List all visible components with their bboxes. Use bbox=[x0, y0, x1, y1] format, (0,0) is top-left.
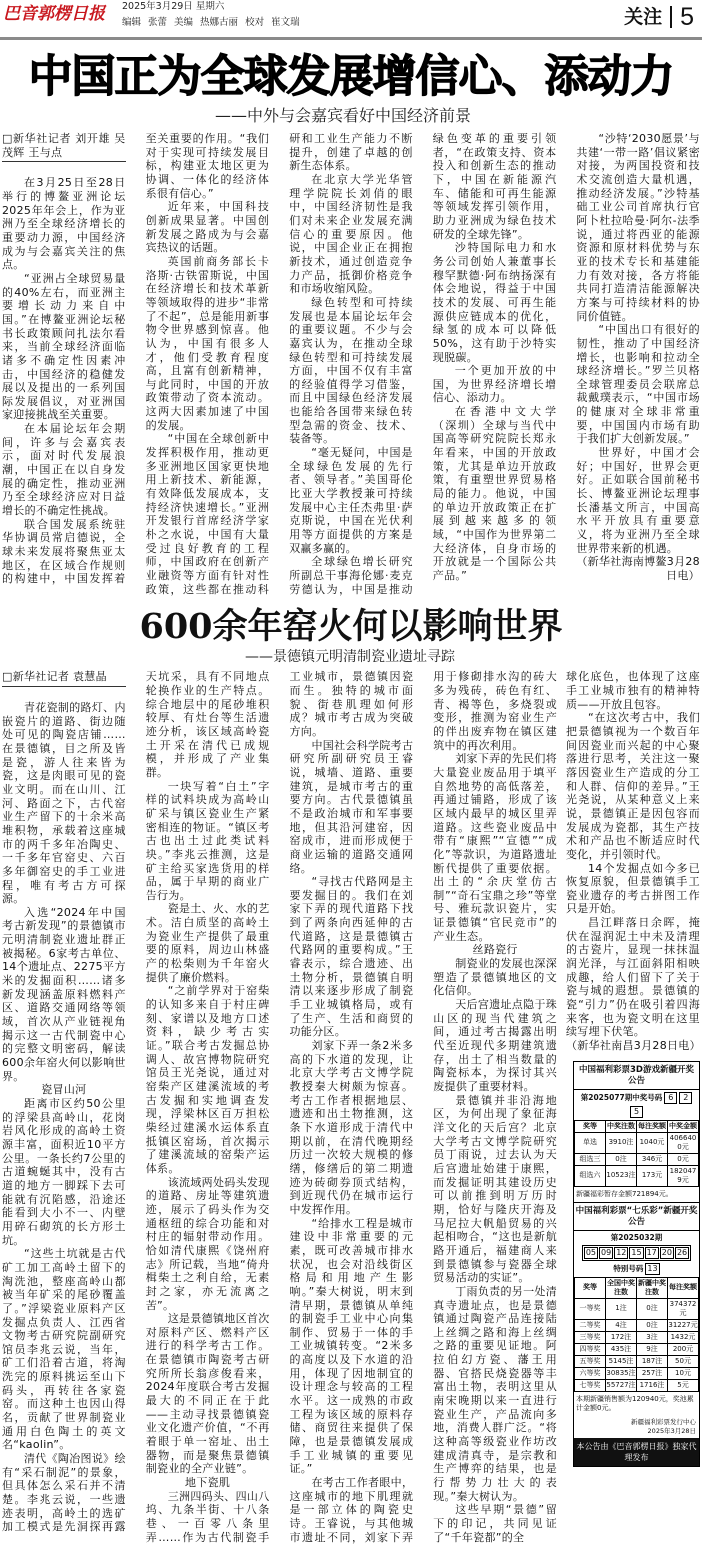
table-cell: 374372元 bbox=[668, 1298, 699, 1319]
paragraph: 一个更加开放的中国，为世界经济增长增信心、添动力。 bbox=[432, 364, 557, 405]
section-label bbox=[624, 3, 694, 31]
table-cell: 172注 bbox=[606, 1331, 637, 1343]
article2-byline: □新华社记者 袁慧晶 bbox=[2, 670, 126, 687]
page-number: 5 bbox=[680, 3, 694, 31]
table-cell: 30835注 bbox=[606, 1367, 637, 1379]
paragraph: 入选“2024年中国考古新发现”的景德镇市元明清制瓷业遗址群正被揭秘。6家考古单位、14个遗址点、2275平方米的发掘面积……诸多新发现涵盖原料燃料产区、道路交通网络等领域，首次从产业链视角揭示这一古代制瓷中心的完整文明密码，解读600余年窑火何以影响世界。 bbox=[2, 905, 126, 1083]
lottery-qlc-title: 中国福利彩票“七乐彩”新疆开奖公告 bbox=[574, 1203, 699, 1231]
winning-number: 12 bbox=[616, 1247, 627, 1257]
table-header-row bbox=[575, 1120, 699, 1132]
column-header: 奖等 bbox=[575, 1277, 606, 1298]
paragraph: 14个发掘点如今多已恢复原貌，但景德镇手工瓷业遗存的考古拼图工作只是开始。 bbox=[566, 861, 700, 916]
paragraph: “沙特‘2030愿景’与共建‘一带一路’倡议紧密对接，为两国投资和技术交流创造大量机遇，推动经济发展。”沙特基础工业公司首席执行官阿卜杜拉哈曼·阿尔-法季说，通过将西亚的能源资源和原材料优势与东亚的技术专长和基建能力有效对接，各方将能共同打造清洁能源解决方案与可持续材料的协同价值链。 bbox=[576, 132, 700, 323]
table-cell: 173元 bbox=[637, 1165, 668, 1186]
winning-number: 15 bbox=[631, 1247, 642, 1257]
table-cell: 200元 bbox=[668, 1343, 699, 1355]
section-subhead: 瓷冒山河 bbox=[41, 1083, 87, 1097]
table-row bbox=[575, 1343, 699, 1355]
masthead-logo: 巴音郭楞日报 bbox=[3, 4, 105, 24]
paragraph: 距离市区约50公里的浮梁县高岭山，花岗岩风化形成的高岭土资源丰富，面积近10平方公里。一条长约7公里的古道蜿蜒其中，没有古道的地方一脚踩下去可能就有沉陷感，沿途还能看到大小不一、内壁用碎石砌筑的长方形土坑。 bbox=[2, 1097, 126, 1247]
winning-number: 6 bbox=[664, 1092, 677, 1104]
section-subhead: 丝路瓷行 bbox=[472, 943, 518, 957]
table-row bbox=[575, 1367, 699, 1379]
section-name: 关注 bbox=[624, 6, 663, 28]
lottery-3d-title: 中国福利彩票3D游戏新疆开奖公告 bbox=[574, 1062, 699, 1090]
article2-headline: 600余年窑火何以影响世界 bbox=[139, 606, 563, 648]
table-cell: 31227元 bbox=[668, 1319, 699, 1331]
section-subhead: 地下瓷肌 bbox=[185, 1476, 231, 1490]
issuer-name: 新疆福利彩票发行中心 bbox=[631, 1417, 696, 1426]
article2-area bbox=[0, 670, 702, 1544]
table-cell: 1716注 bbox=[637, 1379, 668, 1391]
paragraph: 沙特国际电力和水务公司创始人兼董事长穆罕默德·阿布纳扬深有体会地说，得益于中国技术的发展、可再生能源供应链成本的优化，绿氢的成本可以降低50%，这有助于沙特实现脱碳。 bbox=[432, 241, 557, 364]
table-cell: 0注 bbox=[637, 1319, 668, 1331]
paragraph: 瓷是土、火、水的艺术。洁白质坚的高岭土为瓷业生产提供了最重要的原料，周边山林盛产的松柴则为千年窑火提供了廉价燃料。 bbox=[145, 902, 270, 984]
paragraph: 一块写着“白土”字样的试料块成为高岭山矿采与镇区瓷业生产紧密相连的物证。“镇区考古也出土过此类试料块。”李兆云推测，这是矿主给买家选货用的样品，属于早期的商业广告行为。 bbox=[145, 779, 270, 902]
article2-dateline: （新华社南昌3月28日电） bbox=[566, 1039, 701, 1053]
paragraph: 在北京大学光华管理学院院长刘俏的眼中，中国经济韧性是我们对未来企业发展充满信心的重要原因。他说，中国企业正在拥抱新技术，通过创造竞争力产品，抵御价格竞争和市场收缩风险。 bbox=[289, 172, 413, 296]
column-header: 中奖金额 bbox=[668, 1120, 699, 1132]
table-cell: 六等奖 bbox=[575, 1367, 606, 1379]
article1-subtitle: ——中外与会嘉宾看好中国经济前景 bbox=[215, 106, 472, 125]
table-row bbox=[575, 1298, 699, 1319]
paragraph: “给排水工程是城市建设中非常重要的元素，既可改善城市排水状况，也会对沿线街区格局和用地产生影响。”秦大树说，明末到清早期，景德镇从单纯的制瓷手工业中心向集制作、贸易于一体的手工业城镇转变。“2米多的高度以及下水道的沿用，体现了因地制宜的设计理念与较高的工程水平。这一成熟的市政工程为该区域的原料存储、商贸往来提供了保障，也是景德镇发展成手工业城镇的重要见证。” bbox=[289, 1216, 414, 1476]
paragraph: “之前学界对于窑柴的认知多来自于村庄碑刻、家谱以及地方口述资料，缺少考古实证。”联合考古发掘总协调人、故宫博物院研究馆员王光尧说，通过对窑柴产区建溪流域的考古发掘和实地调查发现，浮梁林区百万担松柴经过建溪水运体系直抵镇区窑场，首次揭示了建溪流域的窑柴产运体系。 bbox=[145, 984, 270, 1175]
table-cell: 0元 bbox=[668, 1153, 699, 1165]
table-cell: 435注 bbox=[606, 1343, 637, 1355]
column-header: 中奖注数 bbox=[606, 1120, 637, 1132]
table-row bbox=[575, 1355, 699, 1367]
paragraph: 中国社会科学院考古研究所副研究员王睿说，城墙、道路、重要建筑，是城市考古的重要方向。古代景德镇虽不是政治城市和军事要地，但其沿河建窑，因窑成市，进而形成便于商业运输的道路交通网络。 bbox=[289, 738, 414, 875]
editor-credits: 编辑 张蕾 美编 热娜古丽 校对 崔文瑞 bbox=[122, 17, 300, 28]
issue-date: 2025年3月29日 星期六 bbox=[122, 1, 225, 12]
table-cell: 3注 bbox=[637, 1331, 668, 1343]
table-cell: 50元 bbox=[668, 1355, 699, 1367]
paragraph: “中国在全球创新中发挥积极作用，推动更多亚洲地区国家更快地用上新技术、新能源，有效降低发展成本，支持经济快速增长。”亚洲开发银行首席经济学家朴之水说，中国有大量受过良好教育的工程师，中国政府在创新产业融资等方面有针对性政策，这些都在推动科研和工业生产能力不断提升，创建了卓越的创新生态体系。 bbox=[145, 132, 413, 596]
table-cell: 一等奖 bbox=[575, 1298, 606, 1319]
table-cell: 1注 bbox=[606, 1298, 637, 1319]
lottery-issuer bbox=[574, 1416, 699, 1438]
paragraph: 近年来，中国科技创新成果显著。中国创新发展之路成为与会嘉宾热议的话题。 bbox=[145, 200, 270, 255]
paragraph: 联合国发展系统驻华协调员常启德说，全球未来发展将聚焦亚太地区，在区域合作规则的构建中，中国发挥着至关重要的作用。“我们对于实现可持续发展目标，构建亚太地区更为协调、一体化的经济体系很有信心。” bbox=[2, 132, 270, 586]
table-header-row bbox=[575, 1277, 699, 1298]
paragraph: 天后宫遗址点隐于珠山区的现当代建筑之间，通过考古揭露出明代至近现代多期建筑遗存，出土了相当数量的陶瓷标本，为探讨其兴废提供了重要材料。 bbox=[433, 998, 557, 1093]
paragraph: 三洲四码头、四山八坞、九条半街、十八条巷、一百零八条里弄……作为古代制瓷手工业城市，景德镇因瓷而生。独特的城市面貌、街巷肌理如何形成？城市考古成为突破方向。 bbox=[145, 670, 414, 1544]
table-cell: 3910注 bbox=[606, 1132, 637, 1153]
paragraph: 这是景德镇地区首次对原料产区、燃料产区进行的科学考古工作。在景德镇市陶瓷考古研究所所长翁彦俊看来，2024年度联合考古发掘最大的不同正在于此——主动寻找景德镇瓷业文化遗产价值，“不再着眼于单一窑址、出土器物，而是聚焦景德镇制瓷业的全产业链”。 bbox=[145, 1312, 270, 1476]
lottery-3d-issue bbox=[574, 1090, 699, 1120]
table-cell: 1820479元 bbox=[668, 1165, 699, 1186]
table-cell: 10523注 bbox=[606, 1165, 637, 1186]
header-rule bbox=[0, 37, 702, 40]
table-cell: 组选六 bbox=[575, 1165, 606, 1186]
paragraph: “寻找古代路网是主要发掘目的。我们在刘家下弄的现代道路下找到了两条向西延伸的古代道路，这是景德镇古代路网的重要构成。”王睿表示，综合遗迹、出土物分析，景德镇自明清以来逐步形成了制瓷手工业城镇格局，或有了生产、生活和商贸的功能分区。 bbox=[289, 875, 414, 1039]
page-header bbox=[0, 0, 702, 37]
table-row bbox=[575, 1132, 699, 1153]
paragraph: 刘家下弄一条2米多高的下水道的发现，让北京大学考古文博学院教授秦大树颇为惊喜。考古工作者根据地层、遗迹和出土物推测，这条下水道形成于清代中期以前，在清代晚期经历过一次较大规模的修缮，修缮后的第二期遗迹为砖砌券顶式结构，到近现代仍在城市运行中发挥作用。 bbox=[289, 1039, 414, 1216]
table-row bbox=[575, 1165, 699, 1186]
paragraph: 在本届论坛年会期间，许多与会嘉宾表示，面对时代发展浪潮，中国正在以自身发展的确定性，推动亚洲乃至全球经济应对日益增长的不确定性挑战。 bbox=[2, 422, 126, 518]
table-cell: 55727注 bbox=[606, 1379, 637, 1391]
winning-number: 5 bbox=[630, 1106, 643, 1118]
winning-number: 17 bbox=[646, 1247, 657, 1257]
paragraph: 英国前商务部长卡洛斯·古铁雷斯说，中国在经济增长和技术革新等领域取得的进步“非常了不起”，总是能用新事物令世界感到惊喜。他认为，中国有很多人才，他们受教育程度高，且富有创新精神，与此同时，中国的开放政策带动了资本流动。这两大因素加速了中国的发展。 bbox=[145, 254, 270, 432]
special-number: 13 bbox=[647, 1263, 658, 1273]
table-cell: 0注 bbox=[637, 1298, 668, 1319]
paragraph: “毫无疑问，中国是全球绿色发展的先行者、领导者。”美国哥伦比亚大学教授兼可持续发展中心主任杰弗里·萨克斯说，中国在光伏利用等方面提供的方案是双赢多赢的。 bbox=[289, 446, 413, 555]
winning-number: 09 bbox=[601, 1247, 612, 1257]
paragraph: “这些土坑就是古代矿工加工高岭土留下的淘洗池，整座高岭山都被当年矿采的尾砂覆盖了。”浮梁瓷业原料产区发掘点负责人、江西省文物考古研究院副研究馆员李兆云说，当年，矿工们沿着古道，将淘洗完的原料挑运至山下码头，再转往各家瓷窑。而这种土也因山得名，贡献了世界制瓷业通用白色陶土的英文名“kaolin”。 bbox=[2, 1247, 126, 1452]
table-row bbox=[575, 1379, 699, 1391]
table-cell: 1040元 bbox=[637, 1132, 668, 1153]
paragraph: 青花瓷制的路灯、内嵌瓷片的道路、街边随处可见的陶瓷店铺……在景德镇，目之所及皆是瓷，游人往来皆为瓷，这是肉眼可见的瓷业文明。而在山川、江河、路面之下，古代窑业生产留下的十余米高堆积物，承载着这座城市的两千多年冶陶史、一千多年官窑史、六百多年御窑史的手工业进程，唯有考古方可探源。 bbox=[2, 700, 126, 906]
paragraph: 景德镇并非沿海地区，为何出现了象征海洋文化的天后宫？北京大学考古文博学院研究员丁雨说，过去认为天后宫遗址始建于康熙，而发掘证明其建设历史可以前推到明万历时期，恰好与隆庆开海及马尼拉大帆船贸易的兴起相吻合，“这也是新航路开通后，福建商人来到景德镇参与瓷器全球贸易活动的实证”。 bbox=[433, 1093, 557, 1285]
lottery-announcement bbox=[573, 1061, 700, 1467]
lottery-footer: 本公告由《巴音郭楞日报》独家代理发布 bbox=[574, 1438, 699, 1466]
table-cell: 三等奖 bbox=[575, 1331, 606, 1343]
lottery-3d-pool: 新疆福彩暂存金额721894元。 bbox=[574, 1187, 699, 1203]
table-cell: 187注 bbox=[637, 1355, 668, 1367]
paragraph: “中国出口有很好的韧性，推动了中国经济增长，也影响和拉动全球经济增长。”罗兰贝格全球管理委员会联席总裁戴璞表示，“中国市场的健康对全球非常重要，中国国内市场有助于我们扩大创新发展。” bbox=[576, 323, 700, 446]
article2-subtitle: ——景德镇元明清制瓷业遗址寻踪 bbox=[245, 649, 455, 666]
paragraph: 清代《陶冶图说》绘有“采石制泥”的景象，但具体怎么采石并不清楚。李兆云说，一些遗迹表明，高岭土的选矿加工模式是先洞探再露天坑采，具有不同地点轮换作业的生产特点。综合地层中的尾砂堆积较厚、有灶台等生活遗迹分析，该区域高岭瓷土开采在清代已成规模，并形成了产业集群。 bbox=[2, 670, 270, 1534]
table-cell: 四等奖 bbox=[575, 1343, 606, 1355]
column-header: 每注奖额 bbox=[668, 1277, 699, 1298]
special-label: 特别号码 bbox=[613, 1263, 644, 1273]
lottery-qlc-table bbox=[574, 1277, 699, 1392]
winning-number: 2 bbox=[679, 1092, 692, 1104]
issue-label: 第2025032期 bbox=[610, 1232, 663, 1242]
table-cell: 七等奖 bbox=[575, 1379, 606, 1391]
winning-number: 26 bbox=[676, 1247, 688, 1257]
column-header: 新疆中奖注数 bbox=[637, 1277, 668, 1298]
paragraph: “亚洲占全球贸易量的40%左右，而亚洲主要增长动力来自中国。”在博鳌亚洲论坛秘书长政策顾问扎法尔看来，当前全球经济面临诸多不确定性因素冲击，中国经济的稳健发展以及提出的一系列国际发展倡议，对亚洲国家迎接挑战至关重要。 bbox=[2, 271, 126, 422]
article2-body bbox=[2, 670, 557, 1544]
lottery-3d-table bbox=[574, 1120, 699, 1187]
divider bbox=[670, 6, 672, 28]
lottery-qlc-pool: 本期新疆销售额为120940元，奖池累计金额0元。 bbox=[576, 1394, 694, 1412]
lottery-qlc-issue bbox=[574, 1231, 699, 1277]
right-column bbox=[566, 670, 700, 1466]
paragraph: 在考古工作者眼中，这座城市的地下肌理就是一部立体的陶瓷史诗。王睿说，与其他城市遗址不同，刘家下弄用于修砌排水沟的砖大多为残砖，砖色有红、青、褐等色，多烧裂或变形，推测为窑业生产的伴出废弃物在镇区建筑中的再次利用。 bbox=[289, 670, 557, 1544]
table-row bbox=[575, 1319, 699, 1331]
paragraph: 刘家下弄的先民们将大量瓷业废品用于填平自然地势的高低落差，再通过铺路，形成了该区域内最早的城区里弄道路。这些瓷业废品中带有“康熙”“宣德”“成化”等款识，为道路遗址断代提供了重要依据。出土的“余庆堂仿古制”“奇石宝鼎之珍”等堂号、雅玩款识瓷片，实证景德镇“官民竞市”的产业生态。 bbox=[433, 752, 557, 943]
article1-headline: 中国正为全球发展增信心、添动力 bbox=[28, 51, 674, 102]
table-cell: 4注 bbox=[606, 1319, 637, 1331]
paragraph: 在3月25日至28日举行的博鳌亚洲论坛2025年年会上，作为亚洲乃至全球经济增长的重要动力源，中国经济成为与会嘉宾关注的焦点。 bbox=[2, 176, 126, 272]
table-cell: 组选三 bbox=[575, 1153, 606, 1165]
paragraph: 球化底色，也体现了这座手工业城市独有的精神特质——开放且包容。 bbox=[566, 670, 700, 711]
paragraph: 该流域两处码头发现的道路、房址等建筑遗迹，展示了码头作为交通枢纽的综合功能和对村庄的辐射带动作用。恰如清代康熙《饶州府志》所记载，当地“倚舟楫柴土之利自给，无素封之家，亦无流离之苦”。 bbox=[145, 1175, 270, 1312]
paragraph: 在香港中文大学（深圳）全球与当代中国高等研究院院长郑永年看来，中国的开放政策，尤其是单边开放政策，有重塑世界贸易格局的能力。他说，中国的单边开放政策正在扩展到越来越多的领域，“中国作为世界第二大经济体，自身市场的开放就是一个国际公共产品。” bbox=[432, 405, 557, 582]
table-cell: 单选 bbox=[575, 1132, 606, 1153]
issuer-date: 2025年3月28日 bbox=[647, 1426, 696, 1435]
paragraph: 全球绿色增长研究所副总干事海伦娜·麦克劳德认为，中国是推动绿色变革的重要引领者，“在政策支持、资本投入和创新生态的推动下，中国在新能源汽车、储能和可再生能源等领域发挥引领作用，助力亚洲成为绿色技术研发的全球先锋”。 bbox=[289, 132, 557, 596]
table-cell: 5元 bbox=[668, 1379, 699, 1391]
table-cell: 五等奖 bbox=[575, 1355, 606, 1367]
winning-number: 20 bbox=[661, 1247, 672, 1257]
paragraph: 制瓷业的发展也深深塑造了景德镇地区的文化信仰。 bbox=[433, 957, 557, 998]
article2-last-column bbox=[566, 670, 700, 1052]
paragraph: 昌江畔落日余晖，掩伏在湿润泥土中未及清理的古瓷片，显现一抹抹温润光泽，与江面斜阳相映成趣，给人们留下了关于瓷与城的遐想。景德镇的瓷“引力”仍在吸引着四海来客，也为瓷文明在这里续写埋下伏笔。 bbox=[566, 916, 700, 1039]
table-cell: 10元 bbox=[668, 1367, 699, 1379]
winning-numbers-box bbox=[582, 1245, 691, 1261]
column-header: 奖等 bbox=[575, 1120, 606, 1132]
column-header: 每注奖额 bbox=[637, 1120, 668, 1132]
table-cell: 0注 bbox=[606, 1153, 637, 1165]
paragraph: 丁雨负责的另一处清真寺遗址点，也是景德镇通过陶瓷产品连接陆上丝绸之路和海上丝绸之路的重要见证地。阿拉伯幻方瓷、藩王用器、官搭民烧瓷器等丰富出土物，表明这里从南宋晚期以来一直进行瓷业生产，产品流向多地，消费人群广泛。“将这种高等级瓷业作坊改建成清真寺，是宗教和生产博弈的结果，也是行帮势力壮大的表现。”秦大树认为。 bbox=[433, 1284, 557, 1503]
table-cell: 9注 bbox=[637, 1343, 668, 1355]
paragraph: 世界好，中国才会好；中国好，世界会更好。正如联合国前秘书长、博鳌亚洲论坛理事长潘基文所言，中国高水平开放具有重要意义，将为亚洲乃至全球世界带来新的机遇。 bbox=[576, 446, 700, 555]
table-cell: 二等奖 bbox=[575, 1319, 606, 1331]
issue-label: 第2025077期中奖号码 bbox=[580, 1092, 663, 1102]
paragraph: 绿色转型和可持续发展也是本届论坛年会的重要议题。不少与会嘉宾认为，在推动全球绿色转型和可持续发展方面，中国不仅有丰富的经验值得学习借鉴，而且中国绿色经济发展也能给各国带来绿色转型急需的资金、技术、装备等。 bbox=[289, 295, 413, 446]
winning-number: 05 bbox=[585, 1247, 597, 1257]
article1-dateline: （新华社海南博鳌3月28日电） bbox=[576, 555, 700, 582]
table-cell: 1432元 bbox=[668, 1331, 699, 1343]
article1-byline: □新华社记者 刘开雄 吴茂辉 王与点 bbox=[2, 132, 126, 162]
paragraph: “在这次考古中，我们把景德镇视为一个数百年间因瓷业而兴起的中心聚落进行思考，关注这一聚落因瓷业生产造成的分工和人群、信仰的差异。”王光尧说，从某种意义上来说，景德镇正是因包容而发展成为瓷都，其生产技术和产品也不断适应时代变化，并引领时代。 bbox=[566, 711, 700, 861]
table-cell: 346元 bbox=[637, 1153, 668, 1165]
column-header: 全国中奖注数 bbox=[606, 1277, 637, 1298]
table-cell: 5145注 bbox=[606, 1355, 637, 1367]
table-row bbox=[575, 1331, 699, 1343]
table-cell: 257注 bbox=[637, 1367, 668, 1379]
article1-body bbox=[2, 132, 700, 596]
table-row bbox=[575, 1153, 699, 1165]
paragraph: 这些早期“景德”留下的印记，共同见证了“千年瓷都”的全 bbox=[433, 1503, 557, 1544]
table-cell: 4066400元 bbox=[668, 1132, 699, 1153]
